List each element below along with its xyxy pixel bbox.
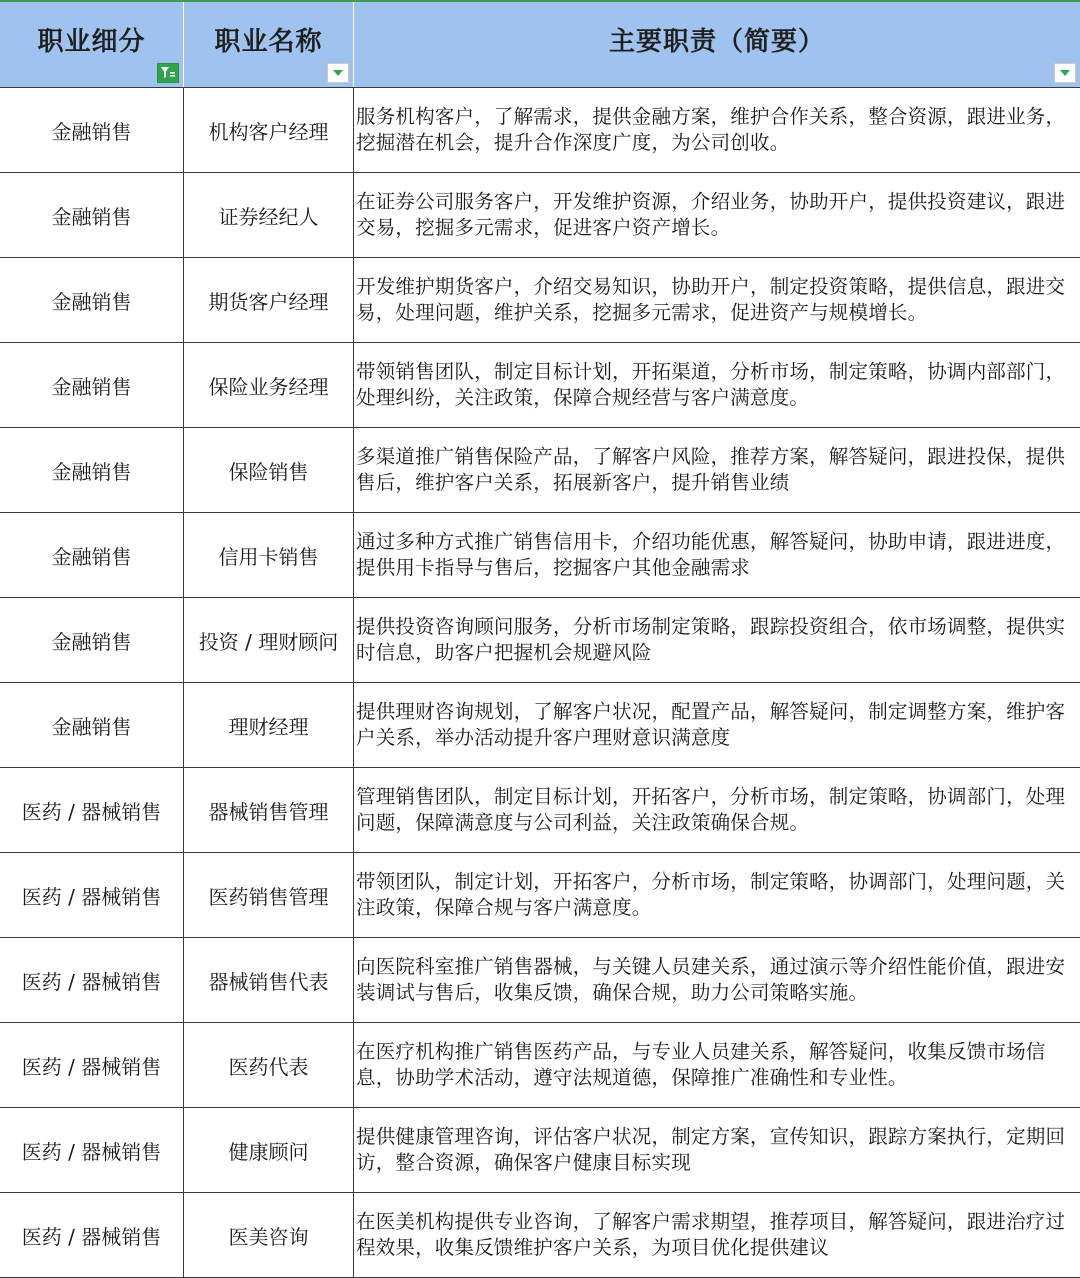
table-row xyxy=(0,683,1080,768)
cell-duty[interactable] xyxy=(354,258,1080,342)
table-row xyxy=(0,768,1080,853)
cell-category-text: 金融销售 xyxy=(51,289,132,314)
cell-duty-text: 服务机构客户，了解需求，提供金融方案，维护合作关系，整合资源，跟进业务，挖掘潜在机会，提升合作深度广度，为公司创收。 xyxy=(356,105,1066,154)
table-row xyxy=(0,513,1080,598)
column-header-category[interactable] xyxy=(0,2,184,87)
cell-duty-text: 在医美机构提供专业咨询，了解客户需求期望，推荐项目，解答疑问，跟进治疗过程效果，收集反馈维护客户关系，为项目优化提供建议 xyxy=(356,1210,1066,1259)
cell-duty[interactable] xyxy=(354,1108,1080,1192)
cell-category[interactable] xyxy=(0,88,184,172)
cell-category[interactable] xyxy=(0,173,184,257)
cell-title-text: 器械销售代表 xyxy=(208,969,329,994)
cell-duty[interactable] xyxy=(354,683,1080,767)
cell-duty[interactable] xyxy=(354,938,1080,1022)
table-row xyxy=(0,1193,1080,1278)
cell-title[interactable] xyxy=(184,1023,354,1107)
cell-category[interactable] xyxy=(0,853,184,937)
cell-duty[interactable] xyxy=(354,428,1080,512)
filter-active-icon[interactable] xyxy=(157,63,179,83)
table-row xyxy=(0,173,1080,258)
cell-duty-text: 多渠道推广销售保险产品，了解客户风险，推荐方案，解答疑问，跟进投保，提供售后，维护客户关系，拓展新客户，提升销售业绩 xyxy=(356,445,1066,494)
cell-category[interactable] xyxy=(0,938,184,1022)
table-row xyxy=(0,343,1080,428)
cell-category-text: 金融销售 xyxy=(51,119,132,144)
cell-category-text: 金融销售 xyxy=(51,544,132,569)
cell-category-text: 金融销售 xyxy=(51,204,132,229)
cell-category[interactable] xyxy=(0,1108,184,1192)
table-row xyxy=(0,938,1080,1023)
cell-duty-text: 向医院科室推广销售器械，与关键人员建关系，通过演示等介绍性能价值，跟进安装调试与售后，收集反馈，确保合规，助力公司策略实施。 xyxy=(356,955,1066,1004)
table-row xyxy=(0,853,1080,938)
cell-title[interactable] xyxy=(184,683,354,767)
cell-category-text: 医药 / 器械销售 xyxy=(21,1139,162,1164)
cell-category-text: 医药 / 器械销售 xyxy=(21,1224,162,1249)
column-header-label: 职业名称 xyxy=(214,27,323,57)
cell-category[interactable] xyxy=(0,1193,184,1277)
cell-duty[interactable] xyxy=(354,853,1080,937)
cell-duty-text: 管理销售团队，制定目标计划，开拓客户，分析市场，制定策略，协调部门，处理问题，保障满意度与公司利益，关注政策确保合规。 xyxy=(356,785,1066,834)
cell-category[interactable] xyxy=(0,1023,184,1107)
cell-title[interactable] xyxy=(184,1108,354,1192)
cell-duty[interactable] xyxy=(354,88,1080,172)
cell-category[interactable] xyxy=(0,683,184,767)
cell-category-text: 医药 / 器械销售 xyxy=(21,884,162,909)
table-row xyxy=(0,1108,1080,1193)
cell-duty[interactable] xyxy=(354,173,1080,257)
cell-duty-text: 提供理财咨询规划，了解客户状况，配置产品，解答疑问，制定调整方案，维护客户关系，举办活动提升客户理财意识满意度 xyxy=(356,700,1066,749)
cell-duty-text: 在证券公司服务客户，开发维护资源，介绍业务，协助开户，提供投资建议，跟进交易，挖掘多元需求，促进客户资产增长。 xyxy=(356,190,1066,239)
cell-title-text: 医药代表 xyxy=(228,1054,309,1079)
cell-title[interactable] xyxy=(184,853,354,937)
cell-category-text: 医药 / 器械销售 xyxy=(21,799,162,824)
header-row xyxy=(0,0,1080,87)
cell-duty[interactable] xyxy=(354,1023,1080,1107)
cell-duty-text: 在医疗机构推广销售医药产品，与专业人员建关系，解答疑问，收集反馈市场信息，协助学术活动，遵守法规道德，保障推广准确性和专业性。 xyxy=(356,1040,1046,1089)
table-body xyxy=(0,87,1080,1278)
cell-title-text: 机构客户经理 xyxy=(208,119,329,144)
cell-title[interactable] xyxy=(184,343,354,427)
cell-title[interactable] xyxy=(184,173,354,257)
table-row xyxy=(0,258,1080,343)
cell-title-text: 信用卡销售 xyxy=(218,544,319,569)
cell-duty[interactable] xyxy=(354,768,1080,852)
dropdown-arrow-icon[interactable] xyxy=(327,63,349,83)
cell-title[interactable] xyxy=(184,258,354,342)
cell-category[interactable] xyxy=(0,513,184,597)
cell-title-text: 证券经纪人 xyxy=(218,204,319,229)
cell-title-text: 投资 / 理财顾问 xyxy=(198,629,339,654)
column-header-duty[interactable] xyxy=(354,2,1080,87)
table-row xyxy=(0,1023,1080,1108)
cell-title-text: 器械销售管理 xyxy=(208,799,329,824)
cell-duty[interactable] xyxy=(354,598,1080,682)
table-row xyxy=(0,598,1080,683)
cell-category-text: 金融销售 xyxy=(51,374,132,399)
cell-category-text: 金融销售 xyxy=(51,714,132,739)
column-header-title[interactable] xyxy=(184,2,354,87)
cell-title-text: 医美咨询 xyxy=(228,1224,309,1249)
cell-category[interactable] xyxy=(0,428,184,512)
cell-category-text: 医药 / 器械销售 xyxy=(21,969,162,994)
cell-title[interactable] xyxy=(184,938,354,1022)
cell-title[interactable] xyxy=(184,598,354,682)
cell-title-text: 健康顾问 xyxy=(228,1139,309,1164)
cell-category-text: 金融销售 xyxy=(51,629,132,654)
cell-duty[interactable] xyxy=(354,1193,1080,1277)
column-header-label: 主要职责（简要） xyxy=(608,27,825,57)
cell-title[interactable] xyxy=(184,428,354,512)
column-header-label: 职业细分 xyxy=(37,27,146,57)
cell-category[interactable] xyxy=(0,258,184,342)
cell-category[interactable] xyxy=(0,768,184,852)
cell-duty-text: 提供投资咨询顾问服务，分析市场制定策略，跟踪投资组合，依市场调整，提供实时信息，助客户把握机会规避风险 xyxy=(356,615,1066,664)
cell-duty[interactable] xyxy=(354,513,1080,597)
cell-duty-text: 通过多种方式推广销售信用卡，介绍功能优惠，解答疑问，协助申请，跟进进度，提供用卡指导与售后，挖掘客户其他金融需求 xyxy=(356,530,1066,579)
cell-category-text: 医药 / 器械销售 xyxy=(21,1054,162,1079)
cell-duty-text: 带领团队，制定计划，开拓客户，分析市场，制定策略，协调部门，处理问题，关注政策，保障合规与客户满意度。 xyxy=(356,870,1066,919)
cell-title-text: 期货客户经理 xyxy=(208,289,329,314)
dropdown-arrow-icon[interactable] xyxy=(1054,63,1076,83)
cell-title-text: 保险业务经理 xyxy=(208,374,329,399)
cell-duty[interactable] xyxy=(354,343,1080,427)
cell-title[interactable] xyxy=(184,768,354,852)
table-row xyxy=(0,88,1080,173)
table-row xyxy=(0,428,1080,513)
cell-title[interactable] xyxy=(184,1193,354,1277)
cell-category[interactable] xyxy=(0,343,184,427)
cell-title-text: 理财经理 xyxy=(228,714,309,739)
cell-category-text: 金融销售 xyxy=(51,459,132,484)
cell-title[interactable] xyxy=(184,513,354,597)
cell-duty-text: 带领销售团队，制定目标计划，开拓渠道，分析市场，制定策略，协调内部部门，处理纠纷，关注政策，保障合规经营与客户满意度。 xyxy=(356,360,1066,409)
cell-category[interactable] xyxy=(0,598,184,682)
cell-duty-text: 提供健康管理咨询，评估客户状况，制定方案，宣传知识，跟踪方案执行，定期回访，整合资源，确保客户健康目标实现 xyxy=(356,1125,1066,1174)
cell-title[interactable] xyxy=(184,88,354,172)
cell-title-text: 医药销售管理 xyxy=(208,884,329,909)
cell-duty-text: 开发维护期货客户，介绍交易知识，协助开户，制定投资策略，提供信息，跟进交易，处理问题，维护关系，挖掘多元需求，促进资产与规模增长。 xyxy=(356,275,1066,324)
cell-title-text: 保险销售 xyxy=(228,459,309,484)
